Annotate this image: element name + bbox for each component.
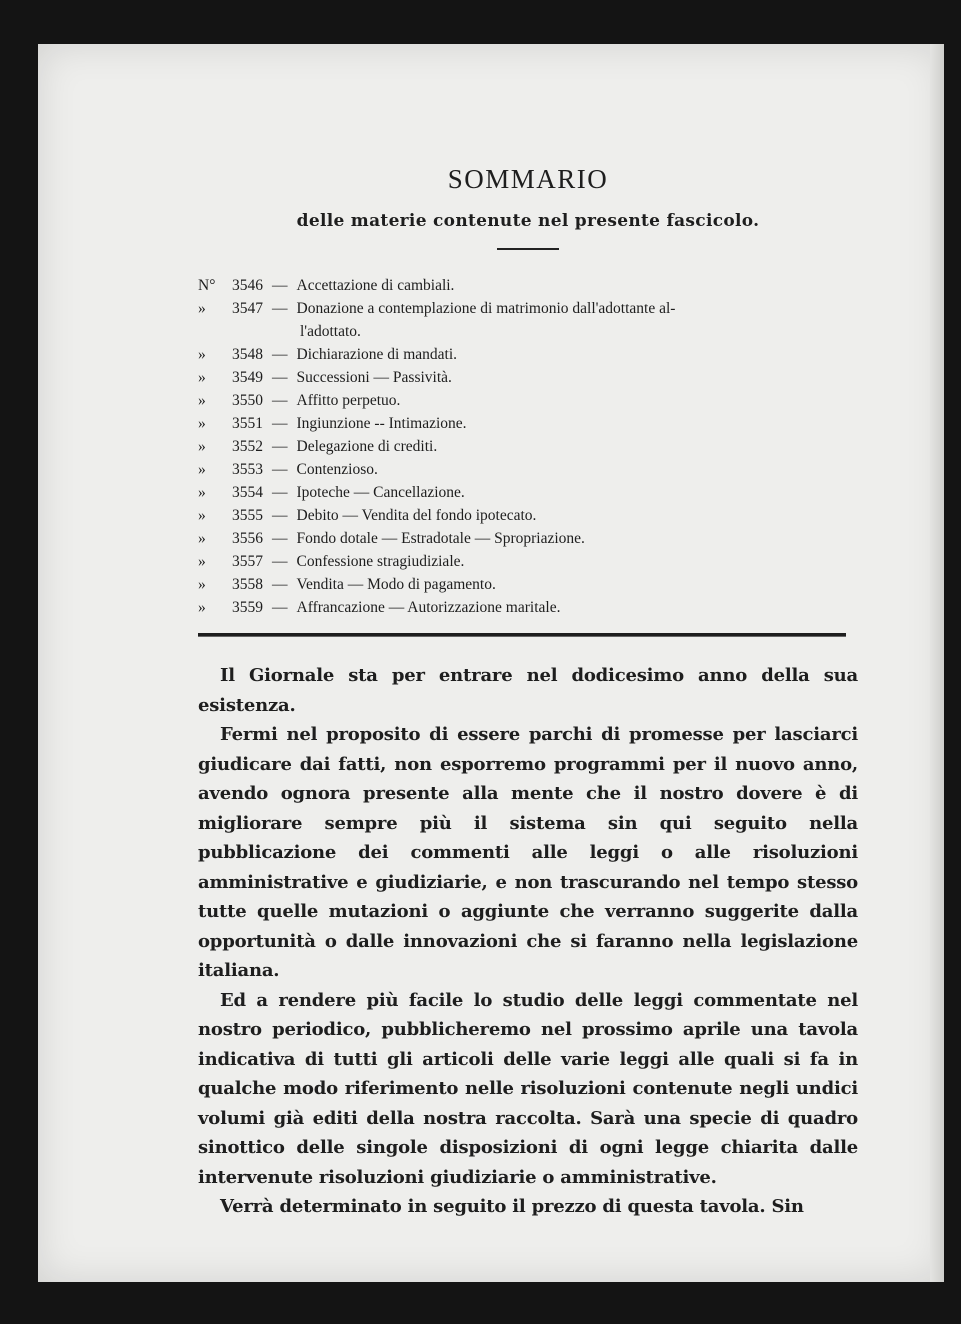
toc-entry-dash: — <box>272 346 288 363</box>
toc-entry-dash: — <box>272 277 288 294</box>
section-divider <box>198 633 846 637</box>
toc-entry-number: 3557 <box>232 553 263 570</box>
toc-entry <box>198 504 858 527</box>
toc-entry-number: 3551 <box>232 415 263 432</box>
toc-entry-dash: — <box>272 392 288 409</box>
toc-entry-dash: — <box>272 507 288 524</box>
toc-entry-number: 3548 <box>232 346 263 363</box>
toc-entry-dash: — <box>272 461 288 478</box>
toc-entry-prefix: » <box>198 484 206 501</box>
toc-entry-prefix: N° <box>198 277 216 294</box>
toc-entry-number: 3554 <box>232 484 263 501</box>
toc-entry <box>198 596 858 619</box>
toc-entry-prefix: » <box>198 553 206 570</box>
toc-entry-continuation: l'adottato. <box>300 323 361 340</box>
toc-entry-number: 3559 <box>232 599 263 616</box>
toc-entry-number: 3549 <box>232 369 263 386</box>
toc-entry-dash: — <box>272 484 288 501</box>
toc-entry <box>198 297 858 320</box>
toc-entry-number: 3547 <box>232 300 263 317</box>
toc-entry-text: Vendita — Modo di pagamento. <box>296 576 496 593</box>
toc-entry-number: 3553 <box>232 461 263 478</box>
body-paragraph: Ed a rendere più facile lo studio delle leggi commentate nel nostro periodico, pubblicheremo nel prossimo aprile una tavola indicativa di tutti gli articoli delle varie leggi alle quali si fa in qualche modo riferimento nelle risoluzioni contenute negli undici volumi già editi della nostra raccolta. Sarà una specie di quadro sinottico delle singole disposizioni di ogni legge chiarita dalle intervenute risoluzioni giudiziarie o amministrative. <box>198 989 858 1188</box>
toc-entry-text: Confessione stragiudiziale. <box>296 553 465 570</box>
toc-entry-text: Accettazione di cambiali. <box>296 277 455 294</box>
toc-entry-text: Dichiarazione di mandati. <box>296 346 458 363</box>
document-page <box>38 44 944 1282</box>
toc-entry <box>198 435 858 458</box>
toc-entry-prefix: » <box>198 300 206 317</box>
table-of-contents <box>198 274 858 619</box>
toc-entry-number: 3550 <box>232 392 263 409</box>
toc-entry <box>198 366 858 389</box>
body-paragraph: Il Giornale sta per entrare nel dodicesimo anno della sua esistenza. <box>198 665 858 716</box>
toc-entry-prefix: » <box>198 461 206 478</box>
toc-entry-text: Ipoteche — Cancellazione. <box>296 484 465 501</box>
toc-entry-dash: — <box>272 369 288 386</box>
toc-entry-number: 3556 <box>232 530 263 547</box>
toc-entry-text: Contenzioso. <box>296 461 378 478</box>
body-paragraph: Fermi nel proposito di essere parchi di promesse per lasciarci giudicare dai fatti, non esporremo programmi per il nuovo anno, avendo ognora presente alla mente che il nostro dovere è di migliorare sempre più il sistema sin qui seguito nella pubblicazione dei commenti alle leggi o alle risoluzioni amministrative e giudiziarie, e non trascurando nel tempo stesso tutte quelle mutazioni o aggiunte che verranno suggerite dalla opportunità o dalle innovazioni che si faranno nella legislazione italiana. <box>198 724 858 981</box>
page-content <box>198 164 858 1222</box>
toc-entry-prefix: » <box>198 415 206 432</box>
toc-entry <box>198 481 858 504</box>
toc-entry-prefix: » <box>198 576 206 593</box>
toc-entry-text: Debito — Vendita del fondo ipotecato. <box>296 507 537 524</box>
toc-entry-prefix: » <box>198 530 206 547</box>
toc-entry-dash: — <box>272 553 288 570</box>
toc-entry <box>198 458 858 481</box>
toc-entry-text: Delegazione di crediti. <box>296 438 438 455</box>
toc-entry-number: 3546 <box>232 277 263 294</box>
toc-entry-number: 3552 <box>232 438 263 455</box>
toc-entry-prefix: » <box>198 438 206 455</box>
page-subtitle: delle materie contenute nel presente fascicolo. <box>296 211 760 231</box>
page-edge <box>930 44 944 1282</box>
title-divider <box>497 248 559 250</box>
body-paragraph: Verrà determinato in seguito il prezzo di questa tavola. Sin <box>220 1196 804 1217</box>
toc-entry-dash: — <box>272 599 288 616</box>
toc-entry-number: 3555 <box>232 507 263 524</box>
toc-entry-prefix: » <box>198 507 206 524</box>
toc-entry-number: 3558 <box>232 576 263 593</box>
toc-entry-dash: — <box>272 300 288 317</box>
toc-entry <box>198 343 858 366</box>
toc-entry <box>198 527 858 550</box>
body-text <box>198 661 858 1222</box>
toc-entry-dash: — <box>272 576 288 593</box>
toc-entry-prefix: » <box>198 346 206 363</box>
toc-entry-text: Fondo dotale — Estradotale — Spropriazione. <box>296 530 585 547</box>
toc-entry-prefix: » <box>198 392 206 409</box>
toc-entry-text: Affrancazione — Autorizzazione maritale. <box>296 599 561 616</box>
toc-entry <box>198 550 858 573</box>
toc-entry-dash: — <box>272 530 288 547</box>
toc-entry-dash: — <box>272 438 288 455</box>
toc-entry-prefix: » <box>198 599 206 616</box>
toc-entry-text: Successioni — Passività. <box>296 369 452 386</box>
toc-entry-text: Ingiunzione -- Intimazione. <box>296 415 467 432</box>
toc-entry <box>198 412 858 435</box>
toc-entry-text: Affitto perpetuo. <box>296 392 401 409</box>
toc-entry-text: Donazione a contemplazione di matrimonio dall'adottante al- <box>296 300 676 317</box>
toc-entry <box>198 573 858 596</box>
toc-entry-prefix: » <box>198 369 206 386</box>
toc-entry <box>198 274 858 297</box>
toc-entry <box>198 389 858 412</box>
page-title: SOMMARIO <box>447 164 609 194</box>
toc-entry-dash: — <box>272 415 288 432</box>
